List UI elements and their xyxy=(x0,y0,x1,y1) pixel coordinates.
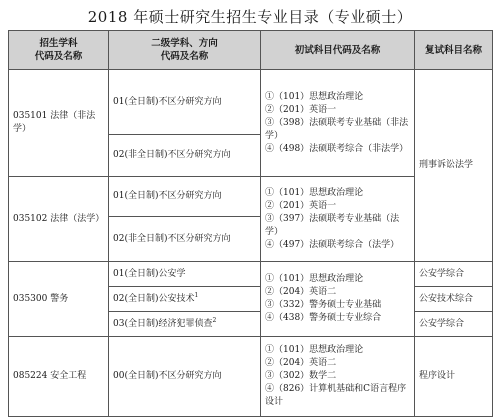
direction-cell: 02(全日制)公安技术$^1$ xyxy=(109,287,261,312)
direction-cell: 01(全日制)不区分研究方向 xyxy=(109,177,261,217)
footnote-marker: 1 xyxy=(194,291,199,299)
header-subject: 招生学科 代码及名称 xyxy=(9,31,109,70)
retest-cell: 程序设计 xyxy=(415,337,493,417)
table-row xyxy=(9,70,493,135)
page-title: 2018 年硕士研究生招生专业目录（专业硕士） xyxy=(87,8,413,26)
direction-cell: 01(全日制)不区分研究方向 xyxy=(109,70,261,135)
subject-cell: 035300 警务 xyxy=(9,262,109,337)
exam-cell: ①（101）思想政治理论 ②（204）英语二 ③（332）警务硕士专业基础 ④（438）警务硕士专业综合 xyxy=(261,262,415,337)
table-row xyxy=(9,337,493,417)
retest-cell: 公安技术综合 xyxy=(415,287,493,312)
direction-cell: 02(非全日制)不区分研究方向 xyxy=(109,135,261,177)
table-row xyxy=(9,262,493,287)
subject-cell: 085224 安全工程 xyxy=(9,337,109,417)
catalog-table xyxy=(8,30,493,417)
retest-cell: 刑事诉讼法学 xyxy=(415,70,493,262)
exam-cell: ①（101）思想政治理论 ②（201）英语一 ③（397）法硕联考专业基础（法学） ④（497）法硕联考综合（法学） xyxy=(261,177,415,262)
direction-cell: 02(非全日制)不区分研究方向 xyxy=(109,217,261,262)
header-direction: 二级学科、方向 代码及名称 xyxy=(109,31,261,70)
footnote-marker: 2 xyxy=(212,316,217,324)
header-exam: 初试科目代码及名称 xyxy=(261,31,415,70)
subject-cell: 035101 法律（非法学） xyxy=(9,70,109,177)
direction-cell: 03(全日制)经济犯罪侦查$^2$ xyxy=(109,312,261,337)
header-row xyxy=(9,31,493,70)
direction-cell: 00(全日制)不区分研究方向 xyxy=(109,337,261,417)
exam-cell: ①（101）思想政治理论 ②（201）英语一 ③（398）法硕联考专业基础（非法学） ④（498）法硕联考综合（非法学） xyxy=(261,70,415,177)
direction-cell: 01(全日制)公安学 xyxy=(109,262,261,287)
exam-cell: ①（101）思想政治理论 ②（204）英语二 ③（302）数学二 ④（826）计算机基础和C语言程序设计 xyxy=(261,337,415,417)
retest-cell: 公安学综合 xyxy=(415,312,493,337)
subject-cell: 035102 法律（法学） xyxy=(9,177,109,262)
header-retest: 复试科目名称 xyxy=(415,31,493,70)
retest-cell: 公安学综合 xyxy=(415,262,493,287)
